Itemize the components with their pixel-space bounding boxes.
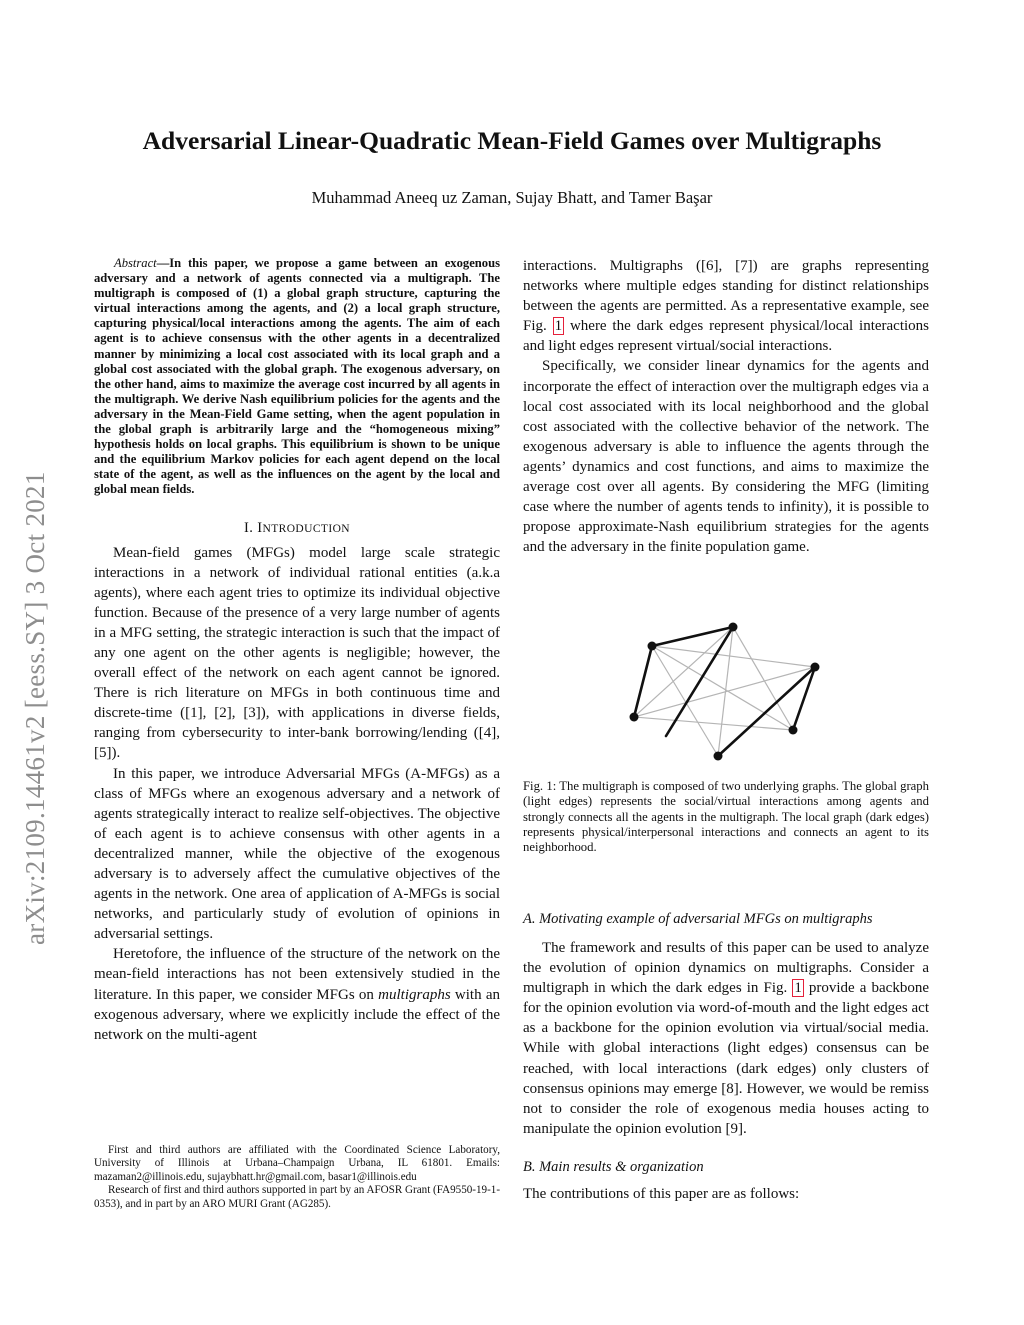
figure-link-1[interactable]: 1 [554, 318, 563, 335]
light-edge [634, 717, 793, 730]
footnotes [94, 1144, 500, 1211]
paper-title: Adversarial Linear-Quadratic Mean-Field Games over Multigraphs [142, 126, 882, 155]
pA-b: provide a backbone for the opinion evolution via word-of-mouth and the light edges act as a backbone for the opinion evolution via virtual/social media. While with global interactions (light edges) consensus can be reached, with local interactions (dark edges) only clusters of consensus opinions may emerge [8]. However, we would be remiss not to consider the role of exogenous media houses acting to manipulate the opinion evolution [9]. [523, 980, 929, 1137]
arxiv-identifier: arXiv:2109.14461v2 [eess.SY] 3 Oct 2021 [20, 471, 50, 945]
light-edge [652, 646, 815, 667]
section-heading-introduction [94, 520, 500, 537]
right-paragraph-1 [523, 256, 929, 356]
abstract-lead: Abstract [114, 256, 157, 270]
agent-node [789, 726, 798, 735]
section-rest: NTRODUCTION [262, 522, 350, 535]
intro-paragraph-3 [94, 944, 500, 1044]
right-column [523, 256, 929, 557]
abstract-text: In this paper, we propose a game between an exogenous adversary and a network of agents connected via a multigraph. The multigraph is composed of (1) a global graph structure, capturing the virtual interactions among the agents, and (2) a local graph structure, capturing physical/local interactions among the agents. The aim of each agent is to achieve consensus with the other agents in a decentralized manner by minimizing a local cost associated with its local graph and a global cost associated with the global graph. The exogenous adversary, on the other hand, aims to maximize the average cost incurred by all agents in the multigraph. We derive Nash equilibrium policies for the agents and the adversary in the Mean-Field Game setting, when the agent population in the global graph is arbitrarily large and the “homogeneous mixing” hypothesis holds on local graphs. This equilibrium is shown to be unique and the equilibrium Markov policies for each agent depend on the local state of the agent, as well as the influences on the agent by the local and global mean fields. [94, 256, 500, 497]
multigraph-figure [620, 620, 832, 762]
agent-node [811, 663, 820, 672]
agent-node [714, 752, 723, 761]
agent-node [648, 642, 657, 651]
pA-a: The framework and results of this paper can be used to analyze the evolution of opinion dynamics on multigraphs. Consider a multigraph in which the dark edges in Fig. [523, 940, 929, 997]
agent-node [729, 623, 738, 632]
intro-p3-a: Heretofore, the influence of the structure of the network on the mean-field interactions has not been extensively studied in the literature. In this paper, we consider MFGs on [94, 946, 500, 1003]
dark-edge [652, 627, 733, 646]
right-p1-b: where the dark edges represent physical/local interactions and light edges represent virtual/social interactions. [523, 318, 929, 355]
footnote-affiliation: First and third authors are affiliated with the Coordinated Science Laboratory, University of Illinois at Urbana–Champaign Urbana, IL 61801. Emails: mazaman2@illinois.edu, sujaybhatt.hr@gmail.com, basar1@illinois.edu [94, 1144, 500, 1183]
right-paragraph-2: Specifically, we consider linear dynamics for the agents and incorporate the effect of interaction over the multigraph edges via a local cost associated with its local neighborhood and the global cost associated with the collective behavior of the network. The exogenous adversary is able to influence the agents through the agents’ dynamics and cost functions, and aims to maximize the average cost over all agents. By considering the MFG (limiting case where the number of agents tends to infinity), it is possible to propose approximate-Nash equilibrium strategies for the agents and the adversary in the finite population game. [523, 358, 929, 556]
intro-p3-emphasis: multigraphs [378, 986, 451, 1003]
agent-node [630, 713, 639, 722]
figure-link-1b[interactable]: 1 [794, 980, 802, 997]
footnote-funding: Research of first and third authors supported in part by an AFOSR Grant (FA9550-19-1-0353), and in part by an ARO MURI Grant (AG285). [94, 1184, 501, 1210]
intro-p3-b: with an exogenous adversary, where we explicitly include the effect of the network on the multi-agent [94, 986, 500, 1043]
subsection-a-paragraph [523, 938, 929, 1139]
right-column-lower [523, 911, 929, 1204]
dark-edge [666, 627, 733, 736]
section-cap: I [257, 519, 263, 536]
figure-caption [523, 779, 929, 855]
section-numeral: I. [244, 519, 254, 536]
abstract-dash: — [156, 256, 170, 270]
caption-label: Fig. 1: [523, 779, 557, 793]
subsection-b-heading: B. Main results & organization [523, 1158, 704, 1175]
subsection-b-paragraph: The contributions of this paper are as follows: [523, 1185, 800, 1202]
light-edge [652, 646, 718, 756]
intro-paragraph-2: In this paper, we introduce Adversarial MFGs (A-MFGs) as a class of MFGs where an exogenous adversary and a network of agents strategically interact to realize self-objectives. The objective of each agent is to achieve consensus with other agents in a decentralized manner, while the objective of the exogenous adversary is to adversely affect the cumulative objectives of the agents in the network. One area of application of A-MFGs is social networks, and particularly study of evolution of opinions in adversarial settings. [94, 765, 500, 943]
left-column [94, 256, 500, 1045]
subsection-a-heading: A. Motivating example of adversarial MFGs on multigraphs [523, 911, 873, 927]
right-p1-a: interactions. Multigraphs ([6], [7]) are graphs representing networks where multiple edges standing for distinct relationships between the agents are permitted. As a representative example, see Fig. [523, 258, 929, 335]
intro-paragraph-1: Mean-field games (MFGs) model large scale strategic interactions in a network of individual rational entities (a.k.a agents), where each agent tries to optimize its individual objective function. Because of the presence of a very large number of agents in a MFG setting, the strategic interaction is such that the impact of any one agent on the other agents is negligible; however, the overall effect of the network on each agent cannot be ignored. There is rich literature on MFGs in both continuous time and discrete-time ([1], [2], [3]), with applications in diverse fields, ranging from cybersecurity to inter-bank borrowing/lending ([4], [5]). [94, 544, 500, 762]
paper-authors: Muhammad Aneeq uz Zaman, Sujay Bhatt, and Tamer Başar [311, 188, 713, 207]
abstract [94, 256, 500, 498]
caption-text: The multigraph is composed of two underlying graphs. The global graph (light edges) represents the social/virtual interactions among agents and strongly connects all the agents in the multigraph. The local graph (dark edges) represents physical/interpersonal interactions and connects an agent to its neighborhood. [523, 779, 929, 855]
dark-edge [634, 646, 652, 717]
